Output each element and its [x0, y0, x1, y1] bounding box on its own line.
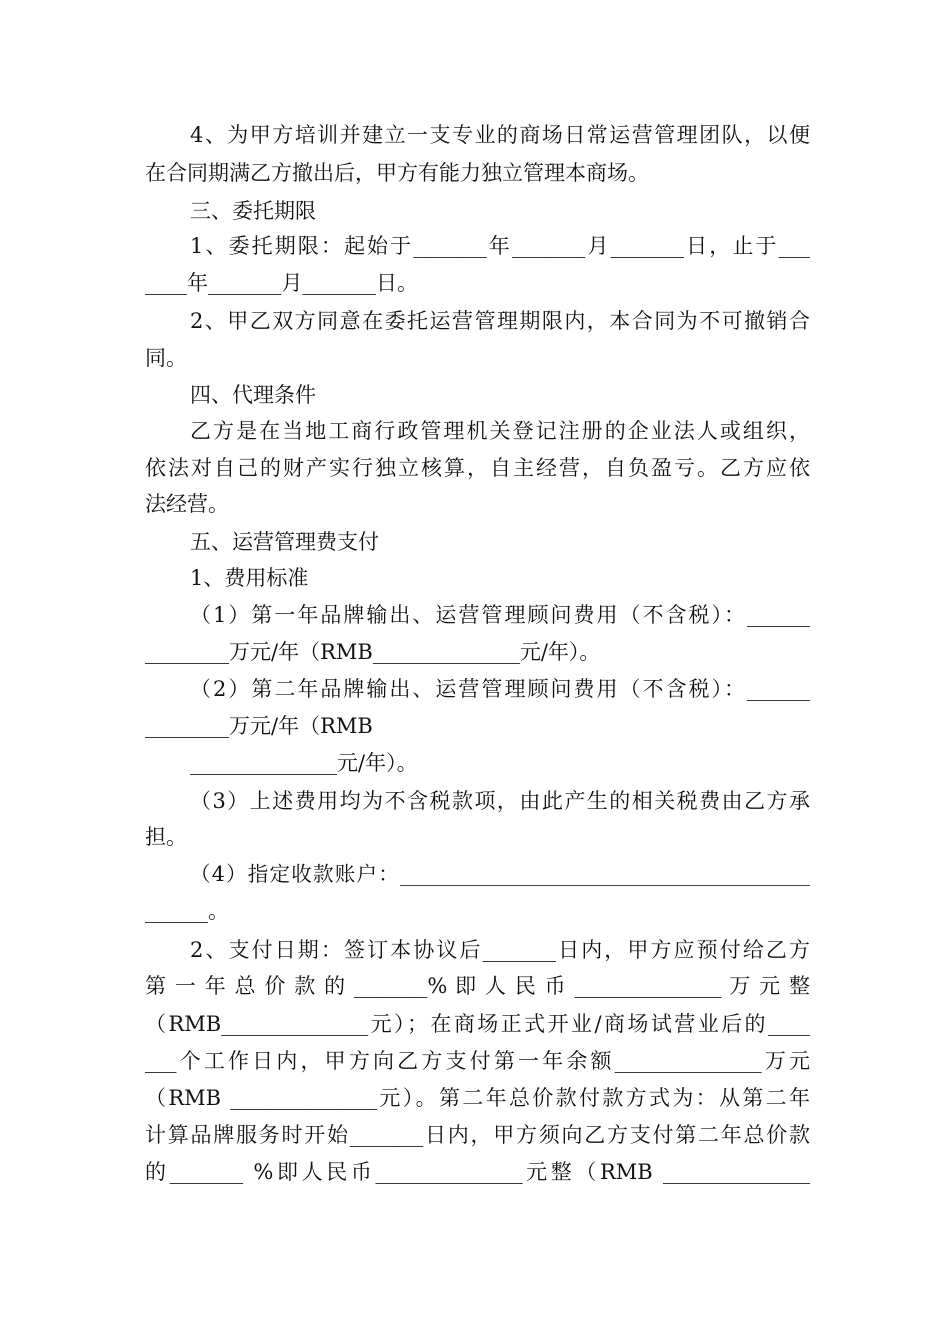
section-heading: 五、运营管理费支付	[190, 530, 379, 554]
paragraph-line: 2、支付日期：签订本协议后_______日内，甲方应预付给乙方	[190, 938, 810, 962]
paragraph-line: 2、甲乙双方同意在委托运营管理期限内，本合同为不可撤销合	[190, 309, 810, 333]
paragraph-line: 法经营。	[145, 492, 229, 516]
paragraph-line: 1、委托期限：起始于_______年_______月_______日，止于___	[190, 234, 810, 258]
paragraph-line: 4、为甲方培训并建立一支专业的商场日常运营管理团队，以便	[190, 123, 810, 147]
paragraph-line: （2）第二年品牌输出、运营管理顾问费用（不含税）：______	[190, 677, 810, 701]
subsection-heading: 1、费用标准	[190, 566, 309, 590]
paragraph-line: 担。	[145, 825, 187, 849]
paragraph-line: （4）指定收款账户：________________________________________	[190, 862, 810, 886]
paragraph-line: 依法对自己的财产实行独立核算，自主经营，自负盈亏。乙方应依	[145, 456, 810, 480]
paragraph-line: （RMB______________元）；在商场正式开业/商场试营业后的____	[145, 1012, 810, 1036]
paragraph-line: ________万元/年（RMB______________元/年）。	[145, 640, 601, 664]
section-heading: 四、代理条件	[190, 383, 316, 407]
paragraph-line: ____年_______月_______日。	[145, 271, 418, 295]
paragraph-line: ______。	[145, 899, 229, 923]
paragraph-line: 乙方是在当地工商行政管理机关登记注册的企业法人或组织，	[190, 419, 810, 443]
paragraph-line: 的_______ %即人民币______________元整（RMB ______________	[145, 1160, 810, 1184]
paragraph-line: 计算品牌服务时开始_______日内，甲方须向乙方支付第二年总价款	[145, 1123, 810, 1147]
paragraph-line: 在合同期满乙方撤出后，甲方有能力独立管理本商场。	[145, 161, 649, 185]
paragraph-line: ______________元/年）。	[190, 751, 418, 775]
paragraph-line: （3）上述费用均为不含税款项，由此产生的相关税费由乙方承	[190, 789, 810, 813]
paragraph-line: ___个工作日内，甲方向乙方支付第一年余额______________万元	[145, 1049, 810, 1073]
paragraph-line: 同。	[145, 346, 187, 370]
paragraph-line: 第 一 年 总 价 款 的 _______% 即 人 民 币 ______________ 万 元 整	[145, 974, 810, 998]
section-heading: 三、委托期限	[190, 199, 316, 223]
paragraph-line: ________万元/年（RMB	[145, 714, 373, 738]
paragraph-line: （RMB ______________元）。第二年总价款付款方式为：从第二年	[145, 1086, 810, 1110]
paragraph-line: （1）第一年品牌输出、运营管理顾问费用（不含税）：______	[190, 603, 810, 627]
